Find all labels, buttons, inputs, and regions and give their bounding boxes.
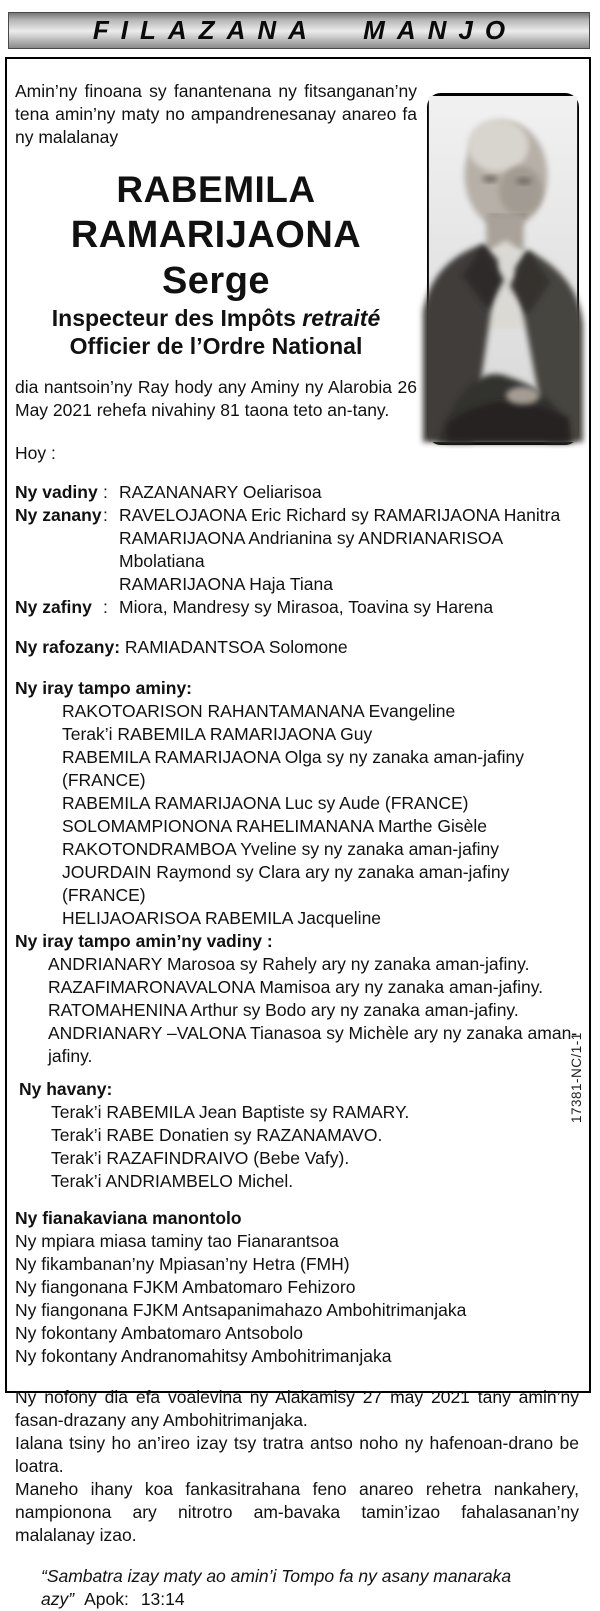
list-item: JOURDAIN Raymond sy Clara ary ny zanaka aman-jafiny (FRANCE)	[62, 862, 510, 905]
rafozany-line: Ny rafozany: RAMIADANTSOA Solomone	[15, 637, 348, 657]
section-label: Ny fianakaviana manontolo	[15, 1208, 242, 1228]
section-iray-tampo-aminy	[15, 677, 579, 930]
list-item: RAKOTONDRAMBOA Yveline sy ny zanaka aman-jafiny	[62, 839, 500, 859]
verse-reference: Apok:	[84, 1589, 129, 1609]
closing-paragraph: Ny nofony dia efa voalevina ny Alakamisy 27 may 2021 tany amin’ny fasan-drazany any Ambohitrimanjaka.	[15, 1387, 579, 1430]
list-item: Terak’i RAZAFINDRAIVO (Bebe Vafy).	[51, 1148, 350, 1168]
closing-paragraph: Ialana tsiny ho an’ireo izay tsy tratra antso noho ny hafenoan-drano be loatra.	[15, 1433, 579, 1476]
list-item: RABEMILA RAMARIJAONA Luc sy Aude (FRANCE)	[62, 793, 469, 813]
section-havany	[15, 1078, 579, 1193]
list-item: Terak’i RABE Donatien sy RAZANAMAVO.	[51, 1125, 383, 1145]
obituary-content	[7, 80, 589, 1611]
family-row-zanany: Ny zanany : RAVELOJAONA Eric Richard sy RAMARIJAONA Hanitra RAMARIJAONA Andrianina sy ANDRIANARISOA Mbolatiana RAMARIJAONA Haja Tiana	[15, 504, 579, 596]
deceased-role-2: Officier de l’Ordre National	[69, 333, 363, 359]
deceased-role-1-italic: retraité	[302, 305, 381, 331]
death-announcement: dia nantsoin’ny Ray hody any Aminy ny Alarobia 26 May 2021 rehefa nivahiny 81 taona teto an-tany.	[15, 377, 417, 420]
list-item: Ny fokontany Andranomahitsy Ambohitrimanjaka	[15, 1346, 392, 1366]
list-item: Terak’i RABEMILA Jean Baptiste sy RAMARY.	[51, 1102, 410, 1122]
immediate-family-list	[15, 481, 579, 619]
publication-reference-code: 17381-NC/1-1	[569, 1032, 584, 1123]
section-label: Ny iray tampo aminy:	[15, 678, 192, 698]
list-item: Ny fikambanan’ny Mpiasan’ny Hetra (FMH)	[15, 1254, 350, 1274]
portrait-photo	[427, 93, 579, 445]
zanany-line: RAMARIJAONA Andrianina sy ANDRIANARISOA Mbolatiana	[119, 528, 503, 571]
bible-verse: “Sambatra izay maty ao amin’i Tompo fa ny asany manaraka azy” Apok: 13:14	[41, 1566, 512, 1609]
list-item: RAZAFIMARONAVALONA Mamisoa ary ny zanaka aman-jafiny.	[48, 977, 544, 997]
list-item: RAKOTOARISON RAHANTAMANANA Evangeline	[62, 701, 456, 721]
intro-paragraph: Amin’ny finoana sy fanantenana ny fitsanganan’ny tena amin’ny maty no ampandrenesanay anareo fa ny malalanay	[15, 81, 417, 147]
list-item: RATOMAHENINA Arthur sy Bodo ary ny zanaka aman-jafiny.	[48, 1000, 519, 1020]
list-item: Ny mpiara miasa taminy tao Fianarantsoa	[15, 1231, 339, 1251]
list-item: ANDRIANARY Marosoa sy Rahely ary ny zanaka aman-jafiny.	[48, 954, 530, 974]
page-title: FILAZANA MANJO	[92, 15, 518, 45]
deceased-surname: RABEMILA	[116, 169, 316, 210]
portrait-photo-image	[430, 96, 576, 442]
list-item: Ny fokontany Ambatomaro Antsobolo	[15, 1323, 303, 1343]
section-label: Ny iray tampo amin’ny vadiny :	[15, 931, 273, 951]
family-row-zafiny: Ny zafiny : Miora, Mandresy sy Mirasoa, Toavina sy Harena	[15, 597, 494, 617]
list-item: RABEMILA RAMARIJAONA Olga sy ny zanaka aman-jafiny (FRANCE)	[62, 747, 524, 790]
list-item: SOLOMAMPIONONA RAHELIMANANA Marthe Gisèle	[62, 816, 487, 836]
section-label: Ny havany:	[19, 1079, 113, 1099]
list-item: Terak’i RABEMILA RAMARIJAONA Guy	[62, 724, 373, 744]
list-item: Ny fiangonana FJKM Ambatomaro Fehizoro	[15, 1277, 356, 1297]
obituary-frame	[5, 57, 591, 1609]
deceased-fullname: RAMARIJAONA Serge	[70, 214, 362, 302]
family-row-vadiny: Ny vadiny : RAZANANARY Oeliarisoa	[15, 482, 322, 502]
zanany-line: RAVELOJAONA Eric Richard sy RAMARIJAONA Hanitra	[119, 505, 561, 525]
header-banner	[8, 12, 590, 49]
closing-paragraph: Maneho ihany koa fankasitrahana feno anareo rehetra nankahery, nampionona ary nitrotro am-bavaka tamin’izao fahalasanan’ny malalanay izao.	[15, 1479, 579, 1545]
list-item: ANDRIANARY –VALONA Tianasoa sy Michèle ary ny zanaka aman-jafiny.	[48, 1023, 578, 1066]
section-fianakaviana	[15, 1207, 579, 1368]
list-item: Terak’i ANDRIAMBELO Michel.	[51, 1171, 294, 1191]
hoy-label: Hoy :	[15, 443, 56, 463]
zanany-line: RAMARIJAONA Haja Tiana	[119, 574, 333, 594]
verse-quote: “Sambatra izay maty ao amin’i Tompo fa ny asany manaraka azy”	[41, 1566, 512, 1609]
list-item: Ny fiangonana FJKM Antsapanimahazo Ambohitrimanjaka	[15, 1300, 467, 1320]
closing-paragraphs	[15, 1386, 579, 1547]
deceased-role-1: Inspecteur des Impôts retraité	[51, 305, 381, 331]
section-iray-tampo-vadiny	[15, 930, 579, 1068]
list-item: HELIJAOARISOA RABEMILA Jacqueline	[62, 908, 382, 928]
